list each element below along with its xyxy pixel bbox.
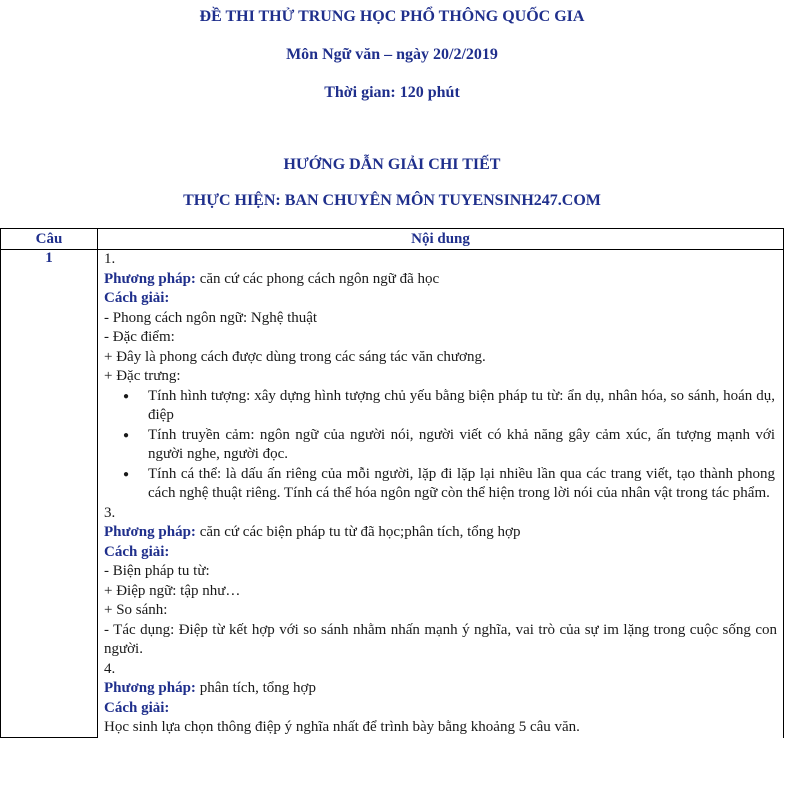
text-line: Học sinh lựa chọn thông điệp ý nghĩa nhất để trình bày bằng khoảng 5 câu văn.	[104, 719, 580, 735]
text-line: + Đây là phong cách được dùng trong các sáng tác văn chương.	[104, 348, 486, 365]
author-line: THỰC HIỆN: BAN CHUYÊN MÔN TUYENSINH247.COM	[183, 192, 601, 209]
text-line: + So sánh:	[104, 602, 168, 618]
question-number: 1	[1, 250, 98, 738]
guide-title: HƯỚNG DẪN GIẢI CHI TIẾT	[283, 156, 501, 173]
list-item: ● Tính cá thể: là dấu ấn riêng của mỗi người, lặp đi lặp lại nhiều lần qua các trang viết, tạo thành phong cách nghệ thuật riêng. Tính cá thể hóa ngôn ngữ còn thể hiện trong lời nói của nhân vật trong tác phẩm.	[148, 465, 777, 504]
table-header-row	[1, 229, 784, 250]
list-item: ● Tính hình tượng: xây dựng hình tượng chủ yếu bằng biện pháp tu từ: ẩn dụ, nhân hóa, so sánh, hoán dụ, điệp	[148, 387, 777, 426]
solution-label: Cách giải:	[104, 699, 170, 716]
column-header-content: Nội dung	[98, 229, 784, 250]
method-line	[104, 523, 777, 543]
method-text: căn cứ các biện pháp tu từ đã học;phân tích, tổng hợp	[195, 524, 521, 540]
method-text: phân tích, tổng hợp	[195, 680, 316, 696]
solution-label: Cách giải:	[104, 543, 170, 560]
method-label: Phương pháp:	[104, 680, 196, 696]
text-line: + Đặc trưng:	[104, 368, 181, 384]
bullet-list	[104, 387, 777, 504]
text-line: - Phong cách ngôn ngữ: Nghệ thuật	[104, 309, 318, 326]
text-line: - Đặc điểm:	[104, 329, 175, 345]
method-line	[104, 679, 777, 699]
method-label: Phương pháp:	[104, 524, 196, 540]
method-label: Phương pháp:	[104, 270, 196, 287]
answer-table	[0, 228, 784, 738]
text-line: - Biện pháp tu từ:	[104, 563, 210, 579]
exam-time: Thời gian: 120 phút	[324, 84, 460, 101]
section-number: 1.	[104, 251, 116, 267]
method-line	[104, 270, 777, 290]
exam-title: ĐỀ THI THỬ TRUNG HỌC PHỔ THÔNG QUỐC GIA	[199, 8, 585, 25]
text-line: + Điệp ngữ: tập như…	[104, 582, 241, 599]
section-number: 4.	[104, 660, 116, 677]
section-number: 3.	[104, 504, 116, 521]
method-text: căn cứ các phong cách ngôn ngữ đã học	[195, 270, 440, 287]
text-line: - Tác dụng: Điệp từ kết hợp với so sánh nhằm nhấn mạnh ý nghĩa, vai trò của sự im lặng trong cuộc sống con người.	[104, 621, 777, 657]
list-item: ● Tính truyền cảm: ngôn ngữ của người nói, người viết có khả năng gây cảm xúc, ấn tượng mạnh với người nghe, người đọc.	[148, 426, 777, 465]
exam-subject: Môn Ngữ văn – ngày 20/2/2019	[286, 46, 498, 63]
column-header-question: Câu	[1, 229, 98, 250]
answer-content	[98, 250, 784, 738]
table-row	[1, 250, 784, 738]
solution-label: Cách giải:	[104, 290, 170, 306]
